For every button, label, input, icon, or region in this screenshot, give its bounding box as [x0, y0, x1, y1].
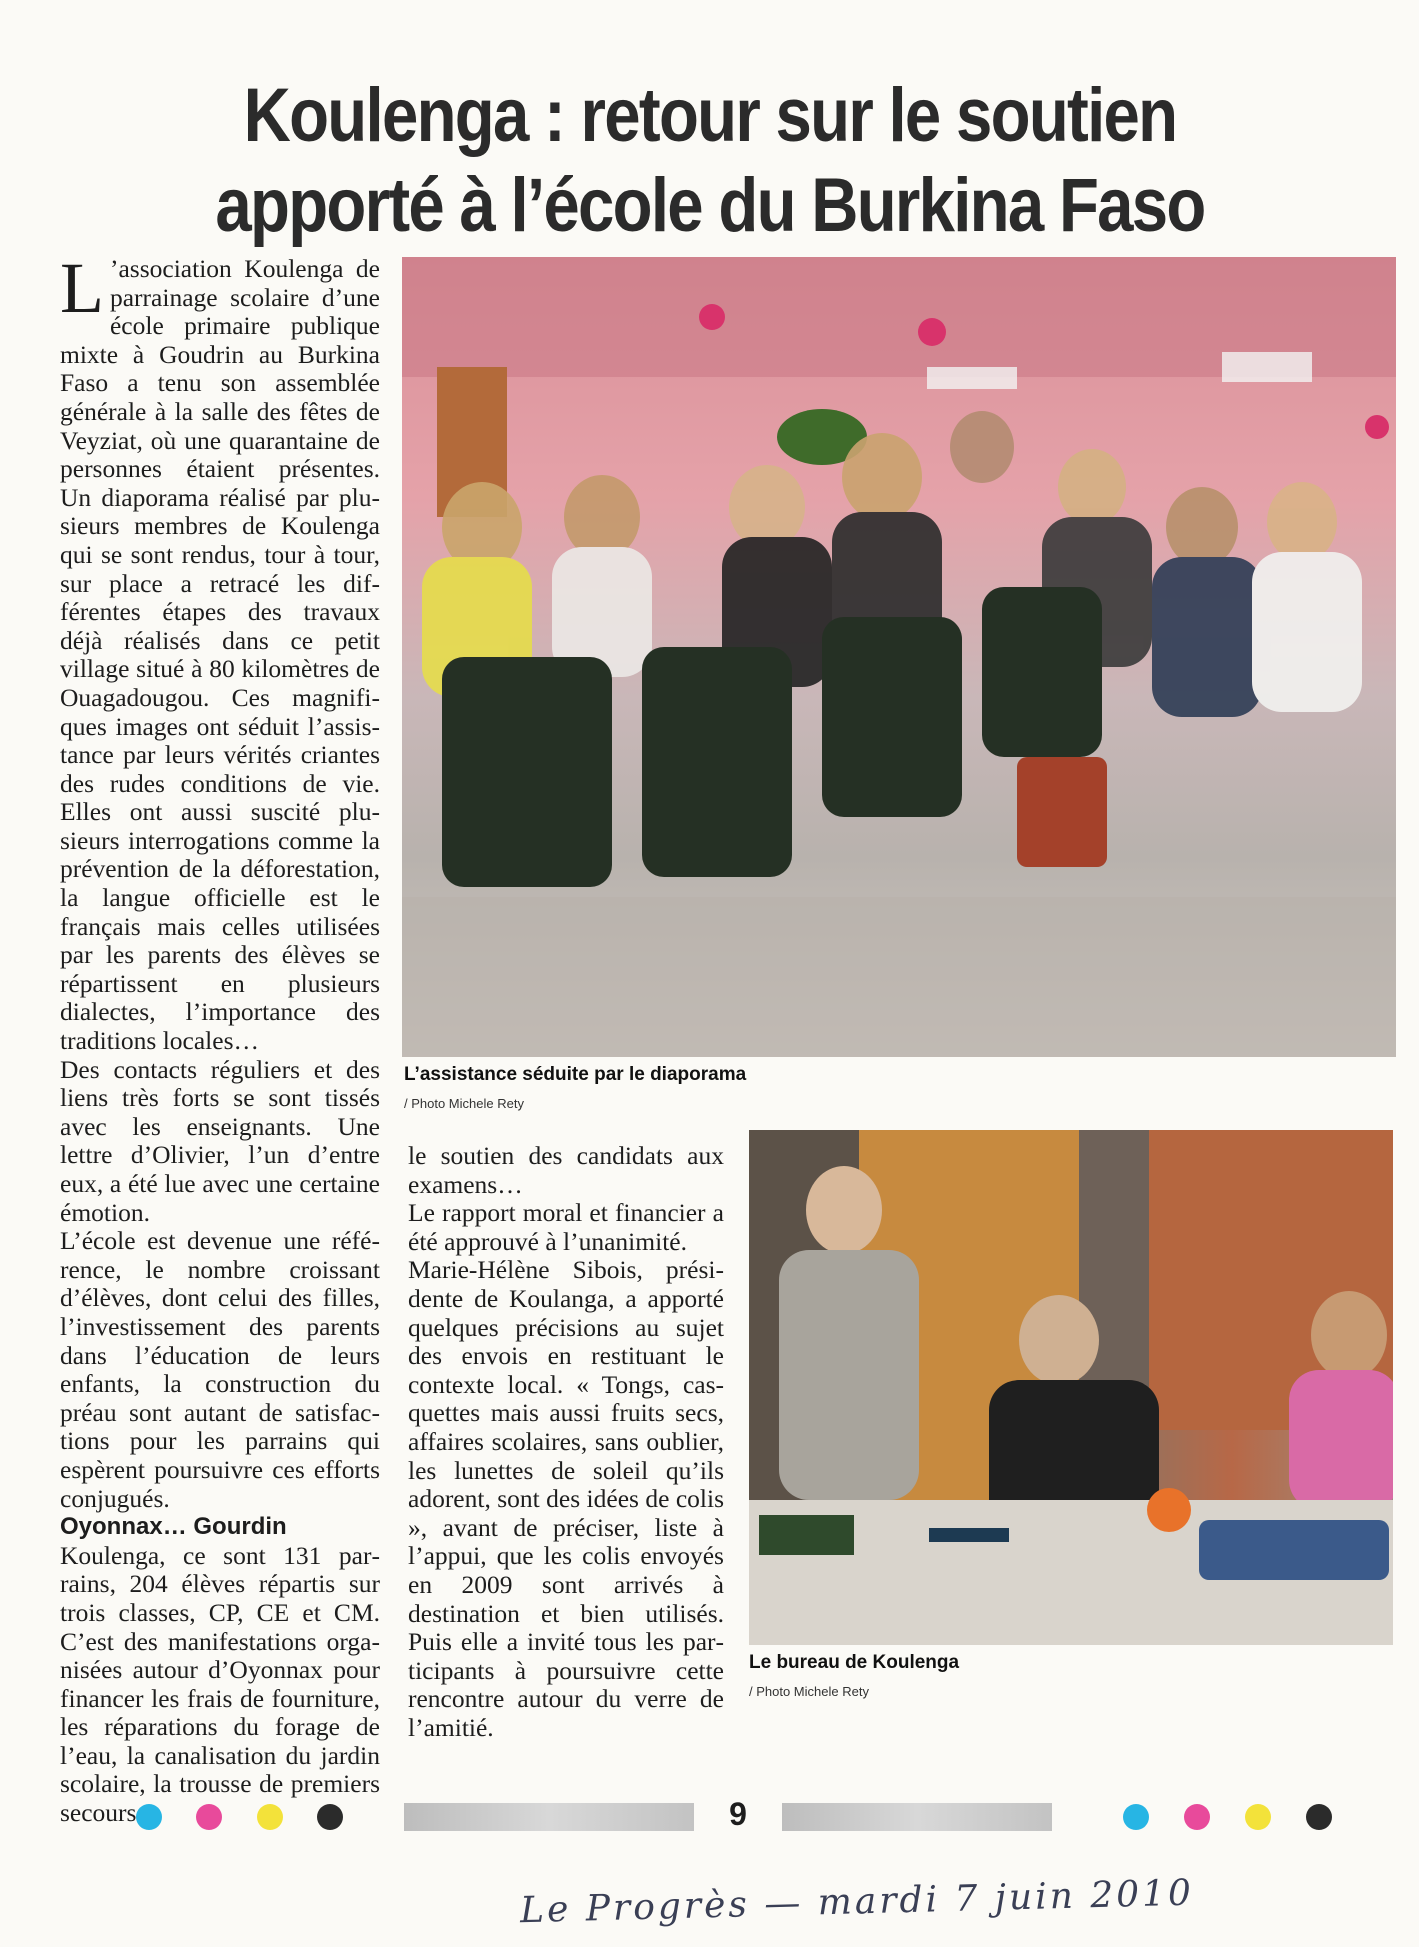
handwritten-source-note: Le Progrès — mardi 7 juin 2010: [519, 1872, 1195, 1932]
photo-credit: / Photo Michele Rety: [404, 1096, 524, 1111]
board-photo: [749, 1130, 1393, 1645]
paragraph: Le rapport moral et financier a été approuvé à l’unanimité.: [408, 1198, 724, 1256]
subheading: Oyonnax… Gourdin: [60, 1513, 287, 1541]
paragraph: Marie-Hélène Sibois, présidente de Koulanga, a apporté quelques précisions au sujet des envois en restituant le contexte local. « Tongs, casquettes mais aussi fruits secs, affaires scolaires, sans oublier, les lunettes de soleil qu’ils adorent, sont des idées de colis », avant de préciser, liste à l’appui, que les colis envoyés en 2009 sont arrivés à destination et bien utilisés. Puis elle a invité tous les participants à poursuivre cette rencontre autour du verre de l’amitié.: [408, 1255, 724, 1742]
paragraph: [60, 248, 380, 1056]
headline-line-1: Koulenga : retour sur le soutien: [243, 72, 1177, 158]
registration-dot-magenta: [196, 1804, 222, 1830]
paragraph: Des contacts réguliers et des liens très forts se sont tissés avec les enseignants. Une lettre d’Olivier, l’un d’entre eux, a été lue avec une certaine émotion.: [60, 1054, 380, 1227]
article-column-1: [60, 248, 380, 1828]
registration-dot-cyan: [1123, 1804, 1149, 1830]
paragraph: L’école est devenue une référence, le nombre croissant d’élèves, dont celui des filles, l’investissement des parents dans l’éducation de leurs enfants, la construction du préau sont autant de satisfactions pour les parrains qui espèrent poursuivre ces efforts conjugués.: [60, 1226, 380, 1513]
paragraph-text: ’association Koulenga de parrainage scolaire d’une école primaire publique mixte à Goudrin au Burkina Faso a tenu son assemblée générale à la salle des fêtes de Veyziat, où une quarantaine de personnes étaient présentes. Un diaporama réalisé par plusieurs membres de Koulenga qui se sont rendus, tour à tour, sur place a retracé les différentes étapes des travaux déjà réalisés dans ce petit village situé à 80 kilomètres de Ouagadougou. Ces magnifiques images ont séduit l’assistance par leurs vérités criantes des rudes conditions de vie. Elles ont aussi suscité plusieurs interrogations comme la prévention de la déforestation, la langue officielle est le français mais celles utilisées par les parents des élèves se répartissent en plusieurs dialectes, l’importance des traditions locales…: [60, 254, 380, 1056]
print-bar-right: [782, 1803, 1052, 1831]
paragraph: Koulenga, ce sont 131 parrains, 204 élèves répartis sur trois classes, CP, CE et CM. C’est des manifestations organisées autour d’Oyonnax pour financer les frais de fourniture, les réparations du forage de l’eau, la canalisation du jardin scolaire, la trousse de premiers secours: [60, 1540, 380, 1828]
print-bar-left: [404, 1803, 694, 1831]
paragraph: le soutien des candidats aux examens…: [408, 1141, 724, 1199]
registration-dot-cyan: [136, 1804, 162, 1830]
article-headline: [151, 71, 1269, 251]
photo-caption: Le bureau de Koulenga: [749, 1652, 960, 1673]
page-number: 9: [729, 1796, 747, 1832]
registration-dot-magenta: [1184, 1804, 1210, 1830]
registration-dot-black: [317, 1804, 343, 1830]
registration-dot-yellow: [257, 1804, 283, 1830]
registration-dot-yellow: [1245, 1804, 1271, 1830]
audience-photo: [402, 257, 1396, 1057]
board-photo-illustration: [749, 1130, 1393, 1645]
article-column-2: [408, 1142, 724, 1742]
audience-photo-illustration: [402, 257, 1396, 1057]
headline-line-2: apporté à l’école du Burkina Faso: [215, 162, 1205, 248]
photo-caption: L’assistance séduite par le diaporama: [404, 1064, 747, 1085]
drop-cap: L: [60, 248, 104, 328]
photo-credit: / Photo Michele Rety: [749, 1684, 869, 1699]
registration-dot-black: [1306, 1804, 1332, 1830]
